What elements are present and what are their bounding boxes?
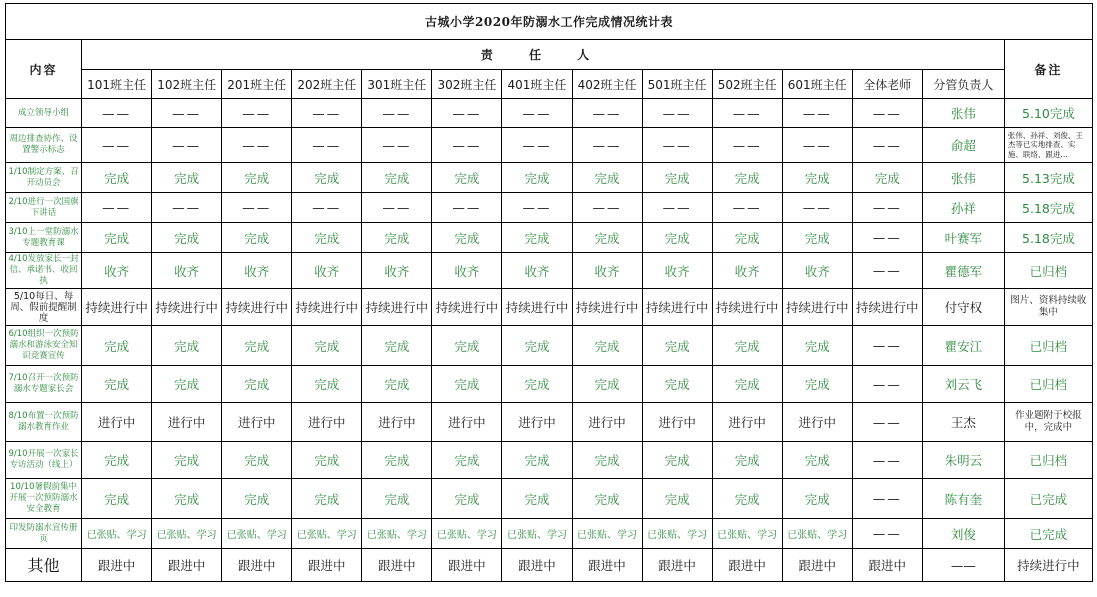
status-cell[interactable]: —— [432,99,502,128]
status-cell[interactable]: —— [292,193,362,223]
remarks-cell[interactable]: 5.10完成 [1004,99,1092,128]
person-in-charge-cell[interactable]: —— [922,549,1004,582]
status-cell[interactable]: 收齐 [502,253,572,289]
status-cell[interactable]: 跟进中 [712,549,782,582]
status-cell[interactable]: 收齐 [362,253,432,289]
status-cell[interactable]: 完成 [222,479,292,519]
status-cell[interactable]: 收齐 [222,253,292,289]
status-cell[interactable]: 完成 [782,326,852,366]
status-cell[interactable]: 已张贴、学习 [642,519,712,549]
task-content-cell[interactable]: 其他 [6,549,82,582]
status-cell[interactable]: —— [502,193,572,223]
status-cell[interactable]: 完成 [502,163,572,193]
status-cell[interactable]: 完成 [292,442,362,479]
status-cell[interactable]: —— [852,193,922,223]
responsible-header[interactable]: 责 任 人 [82,40,1005,70]
status-cell[interactable]: 完成 [432,366,502,403]
status-cell[interactable]: —— [152,128,222,163]
column-header[interactable]: 102班主任 [152,70,222,99]
status-cell[interactable]: 完成 [152,479,222,519]
status-cell[interactable]: 完成 [432,326,502,366]
status-cell[interactable]: 已张贴、学习 [712,519,782,549]
status-cell[interactable]: 完成 [82,223,152,253]
status-cell[interactable]: 跟进中 [852,549,922,582]
remarks-cell[interactable]: 已归档 [1004,326,1092,366]
status-cell[interactable]: —— [502,128,572,163]
status-cell[interactable]: 进行中 [712,403,782,442]
status-cell[interactable]: 完成 [642,366,712,403]
status-cell[interactable]: —— [292,99,362,128]
table-row [6,403,1093,442]
status-cell[interactable]: —— [852,366,922,403]
status-cell[interactable]: —— [712,99,782,128]
status-cell[interactable]: —— [782,99,852,128]
status-cell[interactable]: 完成 [222,163,292,193]
status-cell[interactable]: —— [432,193,502,223]
status-cell[interactable]: 持续进行中 [82,289,152,326]
sheet-title[interactable]: 古城小学2020年防溺水工作完成情况统计表 [6,4,1093,40]
status-cell[interactable]: 进行中 [362,403,432,442]
status-cell[interactable]: 持续进行中 [642,289,712,326]
person-in-charge-cell[interactable]: 付守权 [922,289,1004,326]
remarks-header[interactable]: 备注 [1004,40,1092,99]
status-cell[interactable]: 跟进中 [642,549,712,582]
status-cell[interactable]: —— [502,99,572,128]
status-cell[interactable]: —— [292,128,362,163]
status-cell[interactable]: 跟进中 [782,549,852,582]
status-cell[interactable]: 进行中 [572,403,642,442]
status-cell[interactable]: 完成 [572,163,642,193]
status-cell[interactable]: —— [712,128,782,163]
status-cell[interactable]: 完成 [502,442,572,479]
status-cell[interactable]: 完成 [82,326,152,366]
status-cell[interactable]: 持续进行中 [572,289,642,326]
header-row-top [6,40,1093,70]
status-cell[interactable]: —— [222,128,292,163]
status-cell[interactable]: 已张贴、学习 [222,519,292,549]
column-header[interactable]: 302班主任 [432,70,502,99]
table-row [6,128,1093,163]
status-cell[interactable]: —— [852,479,922,519]
status-cell[interactable]: 收齐 [432,253,502,289]
status-cell[interactable]: 完成 [152,326,222,366]
table-row [6,479,1093,519]
status-cell[interactable]: 完成 [852,163,922,193]
status-cell[interactable]: 完成 [362,223,432,253]
status-cell[interactable]: —— [852,128,922,163]
status-cell[interactable]: 进行中 [642,403,712,442]
status-cell[interactable]: 进行中 [152,403,222,442]
status-cell[interactable]: —— [852,326,922,366]
status-cell[interactable]: 完成 [362,479,432,519]
column-header[interactable]: 401班主任 [502,70,572,99]
status-cell[interactable]: 完成 [292,163,362,193]
status-cell[interactable]: 跟进中 [152,549,222,582]
statistics-table [5,3,1093,582]
column-header[interactable]: 201班主任 [222,70,292,99]
remarks-cell[interactable]: 5.18完成 [1004,223,1092,253]
status-cell[interactable]: 完成 [782,366,852,403]
remarks-cell[interactable]: 作业题附于校报中，完成中 [1004,403,1092,442]
status-cell[interactable]: —— [852,253,922,289]
status-cell[interactable]: 完成 [82,366,152,403]
table-row [6,549,1093,582]
task-content-cell[interactable]: 印发防溺水宣传册页 [6,519,82,549]
status-cell[interactable]: 已张贴、学习 [292,519,362,549]
status-cell[interactable]: 完成 [572,479,642,519]
status-cell[interactable]: —— [852,519,922,549]
status-cell[interactable]: 完成 [712,366,782,403]
column-header[interactable]: 601班主任 [782,70,852,99]
status-cell[interactable]: 收齐 [292,253,362,289]
task-content-cell[interactable]: 3/10上一堂防溺水专题教育课 [6,223,82,253]
remarks-cell[interactable]: 图片、资料持续收集中 [1004,289,1092,326]
column-header[interactable]: 分管负责人 [922,70,1004,99]
status-cell[interactable]: 完成 [572,442,642,479]
task-content-cell[interactable]: 6/10组织一次预防溺水和游泳安全知识竞赛宣传 [6,326,82,366]
task-content-cell[interactable]: 2/10进行一次国旗下讲话 [6,193,82,223]
status-cell[interactable]: 完成 [502,326,572,366]
column-header[interactable]: 502班主任 [712,70,782,99]
status-cell[interactable]: 完成 [432,223,502,253]
status-cell[interactable]: 完成 [642,479,712,519]
remarks-cell[interactable]: 已完成 [1004,519,1092,549]
title-row [6,4,1093,40]
status-cell[interactable]: 持续进行中 [292,289,362,326]
remarks-cell[interactable]: 5.18完成 [1004,193,1092,223]
status-cell[interactable]: 进行中 [222,403,292,442]
status-cell[interactable]: 完成 [642,163,712,193]
status-cell[interactable]: 跟进中 [362,549,432,582]
remarks-cell[interactable]: 张伟、孙祥、刘俊、王杰等已实地排查、实施、联络、跟进… [1004,128,1092,163]
status-cell[interactable]: 收齐 [152,253,222,289]
column-header[interactable]: 全体老师 [852,70,922,99]
status-cell[interactable]: 进行中 [82,403,152,442]
person-in-charge-cell[interactable]: 瞿安江 [922,326,1004,366]
status-cell[interactable]: 收齐 [82,253,152,289]
status-cell[interactable]: 完成 [642,326,712,366]
status-cell[interactable]: 完成 [152,223,222,253]
status-cell[interactable]: 持续进行中 [502,289,572,326]
status-cell[interactable]: 完成 [222,442,292,479]
status-cell[interactable]: 持续进行中 [362,289,432,326]
person-in-charge-cell[interactable]: 张伟 [922,99,1004,128]
status-cell[interactable]: 收齐 [782,253,852,289]
status-cell[interactable]: 完成 [782,479,852,519]
status-cell[interactable]: 完成 [782,223,852,253]
status-cell[interactable]: 完成 [152,366,222,403]
remarks-cell[interactable]: 已归档 [1004,442,1092,479]
status-cell[interactable]: —— [852,223,922,253]
status-cell[interactable]: 完成 [642,223,712,253]
status-cell[interactable]: 完成 [152,163,222,193]
status-cell[interactable]: 跟进中 [502,549,572,582]
status-cell[interactable]: 完成 [432,442,502,479]
status-cell[interactable]: 完成 [82,442,152,479]
table-row [6,442,1093,479]
person-in-charge-cell[interactable]: 叶赛军 [922,223,1004,253]
status-cell[interactable]: 跟进中 [222,549,292,582]
status-cell[interactable]: 完成 [222,366,292,403]
task-content-cell[interactable]: 周边排查协作、设置警示标志 [6,128,82,163]
task-content-cell[interactable]: 9/10开展一次家长专访活动（线上） [6,442,82,479]
status-cell[interactable]: 完成 [432,479,502,519]
status-cell[interactable]: 已张贴、学习 [362,519,432,549]
status-cell[interactable]: —— [572,193,642,223]
status-cell[interactable]: 收齐 [642,253,712,289]
status-cell[interactable]: 完成 [712,479,782,519]
status-cell[interactable]: 完成 [152,442,222,479]
status-cell[interactable]: —— [222,99,292,128]
status-cell[interactable]: 完成 [292,326,362,366]
status-cell[interactable]: 完成 [292,223,362,253]
status-cell[interactable]: 进行中 [502,403,572,442]
status-cell[interactable]: 持续进行中 [432,289,502,326]
status-cell[interactable]: 完成 [362,442,432,479]
column-header[interactable]: 202班主任 [292,70,362,99]
person-in-charge-cell[interactable]: 朱明云 [922,442,1004,479]
column-header[interactable]: 101班主任 [82,70,152,99]
status-cell[interactable]: 跟进中 [292,549,362,582]
status-cell[interactable]: 完成 [712,223,782,253]
table-row [6,193,1093,223]
status-cell[interactable]: 完成 [292,479,362,519]
task-content-cell[interactable]: 7/10召开一次预防溺水专题家长会 [6,366,82,403]
status-cell[interactable]: 完成 [82,163,152,193]
status-cell[interactable]: 完成 [572,366,642,403]
person-in-charge-cell[interactable]: 瞿德军 [922,253,1004,289]
status-cell[interactable]: 收齐 [712,253,782,289]
content-header[interactable]: 内容 [6,40,82,99]
status-cell[interactable]: —— [152,193,222,223]
status-cell[interactable]: 持续进行中 [712,289,782,326]
status-cell[interactable]: 跟进中 [432,549,502,582]
status-cell[interactable]: —— [642,193,712,223]
status-cell[interactable]: 完成 [222,326,292,366]
status-cell[interactable]: —— [362,128,432,163]
remarks-cell[interactable]: 5.13完成 [1004,163,1092,193]
table-row [6,99,1093,128]
status-cell[interactable]: 已张贴、学习 [502,519,572,549]
status-cell[interactable]: 已张贴、学习 [82,519,152,549]
status-cell[interactable]: 完成 [572,223,642,253]
person-in-charge-cell[interactable]: 孙祥 [922,193,1004,223]
table-row [6,326,1093,366]
task-content-cell[interactable]: 4/10发放家长一封信、承诺书、收回执 [6,253,82,289]
status-cell[interactable]: 完成 [362,163,432,193]
remarks-cell[interactable]: 已完成 [1004,479,1092,519]
status-cell[interactable]: 完成 [222,223,292,253]
status-cell[interactable]: —— [782,193,852,223]
status-cell[interactable]: —— [712,193,782,223]
table-row [6,366,1093,403]
status-cell[interactable]: 完成 [362,366,432,403]
status-cell[interactable]: 完成 [292,366,362,403]
task-content-cell[interactable]: 1/10制定方案、召开动员会 [6,163,82,193]
status-cell[interactable]: 完成 [712,442,782,479]
table-row [6,289,1093,326]
status-cell[interactable]: 进行中 [292,403,362,442]
task-content-cell[interactable]: 8/10布置一次预防溺水教育作业 [6,403,82,442]
remarks-cell[interactable]: 已归档 [1004,366,1092,403]
status-cell[interactable]: 完成 [572,326,642,366]
remarks-cell[interactable]: 已归档 [1004,253,1092,289]
remarks-cell[interactable]: 持续进行中 [1004,549,1092,582]
person-in-charge-cell[interactable]: 张伟 [922,163,1004,193]
status-cell[interactable]: —— [642,99,712,128]
status-cell[interactable]: 已张贴、学习 [572,519,642,549]
table-row [6,253,1093,289]
status-cell[interactable]: 完成 [712,326,782,366]
column-header-row [6,70,1093,99]
task-content-cell[interactable]: 10/10暑假前集中开展一次预防溺水安全教育 [6,479,82,519]
status-cell[interactable]: —— [152,99,222,128]
status-cell[interactable]: 完成 [782,442,852,479]
status-cell[interactable]: —— [572,128,642,163]
person-in-charge-cell[interactable]: 俞超 [922,128,1004,163]
status-cell[interactable]: 已张贴、学习 [152,519,222,549]
column-header[interactable]: 301班主任 [362,70,432,99]
status-cell[interactable]: 完成 [82,479,152,519]
table-row [6,519,1093,549]
status-cell[interactable]: 已张贴、学习 [782,519,852,549]
status-cell[interactable]: —— [572,99,642,128]
status-cell[interactable]: 收齐 [572,253,642,289]
status-cell[interactable]: 跟进中 [572,549,642,582]
status-cell[interactable]: 完成 [502,479,572,519]
status-cell[interactable]: —— [82,128,152,163]
person-in-charge-cell[interactable]: 刘云飞 [922,366,1004,403]
table-row [6,163,1093,193]
task-content-cell[interactable]: 成立领导小组 [6,99,82,128]
column-header[interactable]: 402班主任 [572,70,642,99]
column-header[interactable]: 501班主任 [642,70,712,99]
status-cell[interactable]: 完成 [432,163,502,193]
status-cell[interactable]: —— [362,193,432,223]
status-cell[interactable]: 持续进行中 [222,289,292,326]
status-cell[interactable]: 完成 [502,223,572,253]
status-cell[interactable]: 持续进行中 [152,289,222,326]
status-cell[interactable]: —— [362,99,432,128]
status-cell[interactable]: —— [642,128,712,163]
status-cell[interactable]: —— [82,193,152,223]
status-cell[interactable]: 已张贴、学习 [432,519,502,549]
status-cell[interactable]: 持续进行中 [782,289,852,326]
status-cell[interactable]: 完成 [782,163,852,193]
status-cell[interactable]: —— [852,99,922,128]
status-cell[interactable]: 进行中 [782,403,852,442]
status-cell[interactable]: —— [432,128,502,163]
status-cell[interactable]: —— [782,128,852,163]
status-cell[interactable]: —— [222,193,292,223]
person-in-charge-cell[interactable]: 王杰 [922,403,1004,442]
status-cell[interactable]: 完成 [642,442,712,479]
status-cell[interactable]: 进行中 [432,403,502,442]
status-cell[interactable]: —— [852,442,922,479]
status-cell[interactable]: —— [82,99,152,128]
table-row [6,223,1093,253]
status-cell[interactable]: 跟进中 [82,549,152,582]
status-cell[interactable]: 完成 [502,366,572,403]
status-cell[interactable]: —— [852,403,922,442]
status-cell[interactable]: 持续进行中 [852,289,922,326]
person-in-charge-cell[interactable]: 刘俊 [922,519,1004,549]
status-cell[interactable]: 完成 [712,163,782,193]
status-cell[interactable]: 完成 [362,326,432,366]
person-in-charge-cell[interactable]: 陈有奎 [922,479,1004,519]
task-content-cell[interactable]: 5/10每日、每周、假前提醒制度 [6,289,82,326]
